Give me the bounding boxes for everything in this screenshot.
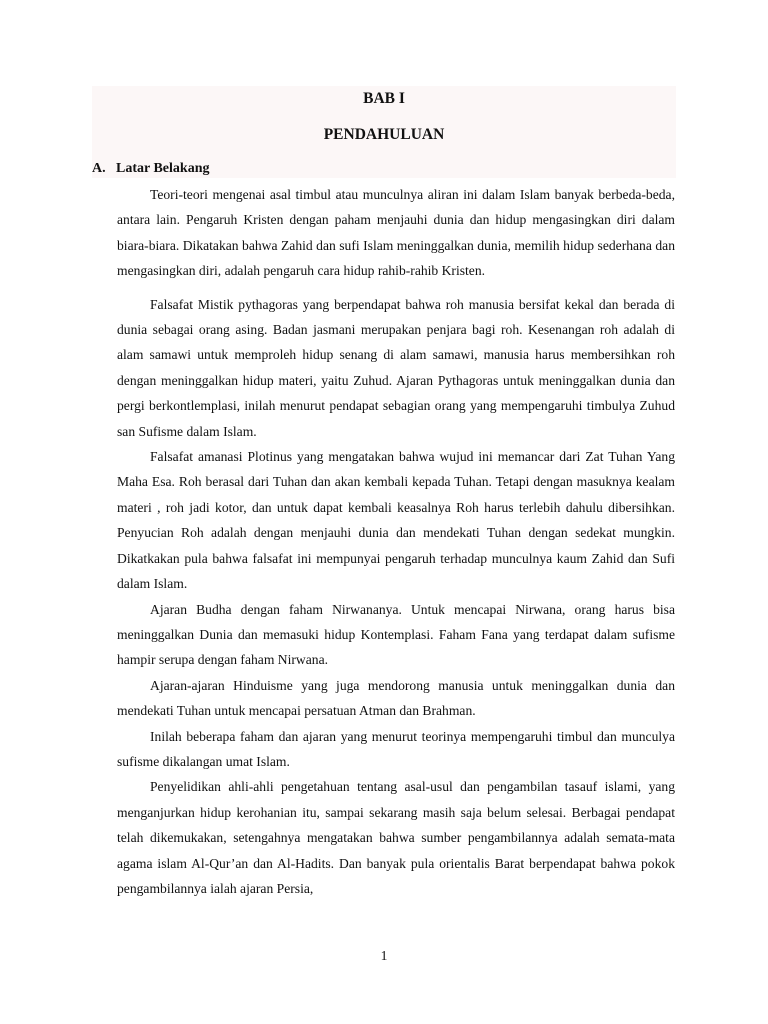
paragraph: Penyelidikan ahli-ahli pengetahuan tentang asal-usul dan pengambilan tasauf islami, yang menganjurkan hidup kerohanian itu, sampai sekarang masih saja belum selesai. Berbagai pendapat telah dikemukakan, setengahnya mengatakan bahwa sumber pengambilannya adalah semata-mata agama islam Al-Qur’an dan Al-Hadits. Dan banyak pula orientalis Barat berpendapat bahwa pokok pengambilannya ialah ajaran Persia,: [117, 779, 675, 896]
chapter-label: BAB I: [363, 90, 405, 107]
paragraph: Inilah beberapa faham dan ajaran yang menurut teorinya mempengaruhi timbul dan munculya sufisme dikalangan umat Islam.: [117, 728, 675, 769]
section-title: Latar Belakang: [116, 161, 210, 176]
paragraph: Ajaran-ajaran Hinduisme yang juga mendorong manusia untuk meninggalkan dunia dan mendekati Tuhan untuk mencapai persatuan Atman dan Brahman.: [117, 677, 675, 719]
paragraph: Falsafat Mistik pythagoras yang berpendapat bahwa roh manusia bersifat kekal dan berada di dunia sebagai orang asing. Badan jasmani merupakan penjara bagi roh. Kesenangan roh adalah di alam samawi untuk memproleh hidup senang di alam samawi, manusia harus membersihkan roh dengan meninggalkan hidup materi, yaitu Zuhud. Ajaran Pythagoras untuk meninggalkan dunia dan pergi berkontlemplasi, inilah menurut pendapat sebagian orang yang mempengaruhi timbulya Zuhud san Sufisme dalam Islam.: [117, 296, 675, 439]
paragraph: Teori-teori mengenai asal timbul atau munculnya aliran ini dalam Islam banyak berbeda-beda, antara lain. Pengaruh Kristen dengan paham menjauhi dunia dan hidup mengasingkan diri dalam biara-biara. Dikatakan bahwa Zahid dan sufi Islam meninggalkan dunia, memilih hidup sederhana dan mengasingkan diri, adalah pengaruh cara hidup rahib-rahib Kristen.: [117, 187, 675, 279]
section-heading: [92, 161, 209, 177]
page-number: 1: [380, 948, 388, 963]
body-text: [117, 182, 675, 901]
paragraph: Falsafat amanasi Plotinus yang mengatakan bahwa wujud ini memancar dari Zat Tuhan Yang Maha Esa. Roh berasal dari Tuhan dan akan kembali kepada Tuhan. Tetapi dengan masuknya kealam materi , roh jadi kotor, dan untuk dapat kembali keasalnya Roh harus terlebih dahulu dibersihkan. Penyucian Roh adalah dengan menjauhi dunia dan mendekati Tuhan dengan sedekat mungkin. Dikatkakan pula bahwa falsafat ini mempunyai pengaruh terhadap munculnya kaum Zahid dan Sufi dalam Islam.: [117, 449, 675, 592]
paragraph: Ajaran Budha dengan faham Nirwananya. Untuk mencapai Nirwana, orang harus bisa meninggalkan Dunia dan memasuki hidup Kontemplasi. Faham Fana yang terdapat dalam sufisme hampir serupa dengan faham Nirwana.: [117, 601, 675, 668]
section-letter: A.: [92, 161, 106, 176]
chapter-title: PENDAHULUAN: [323, 126, 445, 143]
